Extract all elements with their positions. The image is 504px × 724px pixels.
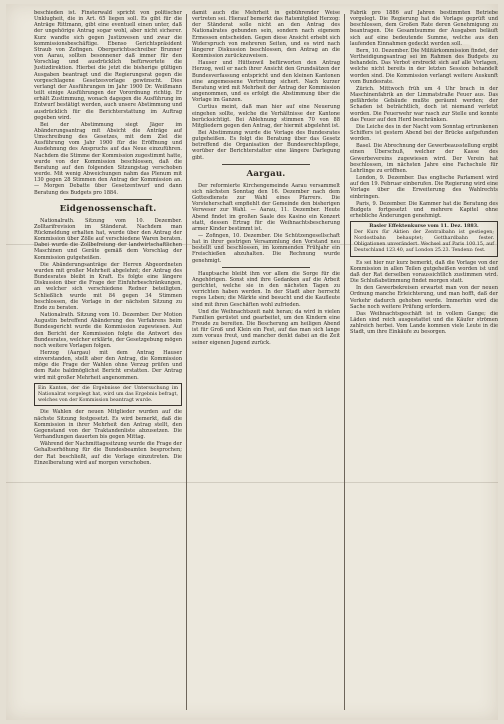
article-paragraph: Es sei hier nur kurz bemerkt, daß die Vorlage von der Kommission in allen Teilen gutgeheißen worden ist und daß der Rat derselben voraussichtlich zustimmen wird. Die Schlußabstimmung findet morgen statt. [350,259,498,285]
separator-rule [222,164,311,165]
boxed-notice-title: Basler Effektenkurse vom 11. Dez. 1883. [369,223,479,230]
boxed-notice-text: Der Kurs für Aktien der Zentralbahn ist gestiegen; Nordostbahn behauptet; Gotthardbahn fester. Obligationen unverändert. Wechsel auf Paris 100.15, auf Deutschland 123.40, auf London 25.23. Tendenz: fest. [354,230,494,253]
boxed-notice [34,383,182,407]
separator-rule [222,267,311,268]
article-paragraph: Und die Weihnachtszeit naht heran; da wird in vielen Familien gerüstet und gearbeitet, um den Kindern eine Freude zu bereiten. Die Bescherung am heiligen Abend ist für Groß und Klein ein Fest, auf das man sich lange zum voraus freut, und mancher denkt dabei an die Zeit seiner eigenen Jugend zurück. [192,308,340,346]
article-paragraph: Curtius meint, daß man hier auf eine Neuerung eingehen sollte, welche die Verhältnisse der Kantone berücksichtigt. Bei Ablehnung stimmen 70 von 88 Mitgliedern gegen den Antrag, der hiermit abgelehnt ist. [192,104,340,129]
boxed-notice-text: Ein Kanton, der die Ergebnisse der Untersuchung im Nationalrat vorgelegt hat, wird um das Ergebnis befragt, welches von der Kommission beantragt wurde. [38,385,178,403]
column-rule [344,14,345,710]
column-middle [192,10,340,714]
article-paragraph: Nationalrath. Sitzung vom 10. Dezember. Der Motion Augustin betreffend Abänderung des Verfahrens beim Bundesgericht wurde die Kommission zugewiesen. Auf den Bericht der Kommission folgte die Antwort des Bundesrates, welcher erklärte, der Gesetzgebung mögen noch weitere Vorlagen folgen. [34,312,182,349]
article-paragraph: — Zofingen, 10. Dezember. Die Schützengesellschaft hat in ihrer gestrigen Versammlung den Vorstand neu bestellt und beschlossen, im kommenden Frühjahr ein Freischießen abzuhalten. Die Rechnung wurde genehmigt. [192,233,340,264]
article-paragraph: Hauser und Hüttenwil befürworten den Antrag Herzog, weil er nach ihrer Ansicht den Grundsätzen der Bundesverfassung entspricht und den kleinen Kantonen eine angemessene Vertretung sichert. Nach kurzer Beratung wird mit Mehrheit der Antrag der Kommission angenommen, und es erfolgt die Abstimmung über die Vorlage im Ganzen. [192,60,340,104]
article-paragraph: Herzog (Aargau) mit dem Antrag Hauser einverstanden, stellt aber den Antrag, die Kommission möge die Frage der Wahlen ohne Verzug prüfen und dem Rate baldmöglichst Bericht erstatten. Der Antrag wird mit großer Mehrheit angenommen. [34,349,182,381]
article-paragraph: Bern, 10. Dezember. Die Militärkommission findet, der Vertheidigungsantrag sei im Rahmen des Budgets zu behandeln. Das Verbot erstreckt sich auf alle Vorlagen, welche nicht bereits in der letzten Session behandelt worden sind. Die Kommission verlangt weitere Auskunft vom Bundesrate. [350,47,498,85]
article-paragraph: Die Wahlen der neuen Mitglieder wurden auf die nächste Sitzung festgesetzt. Es wird bemerkt, daß die Kommission in ihrer Mehrheit den Antrag stellt, den Gegenstand von der Traktandenliste abzusetzen. Die Verhandlungen dauerten bis gegen Mittag. [34,409,182,441]
separator-rule [64,199,153,200]
article-paragraph: Zürich. Mittwoch früh um 4 Uhr brach in der Maschinenfabrik an der Limmatstraße Feuer aus. Das gefährdete Gebäude mußte geräumt werden; der Schaden ist beträchtlich, doch ist niemand verletzt worden. Die Feuerwehr war rasch zur Stelle und konnte das Feuer auf den Herd beschränken. [350,85,498,123]
column-rule [186,14,187,710]
article-paragraph: In den Gewerbekreisen erwartet man von der neuen Ordnung manche Erleichterung, und man hofft, daß der Verkehr dadurch gehoben werde. Immerhin wird die Sache noch weitere Prüfung erfordern. [350,285,498,310]
column-right [350,10,498,714]
article-paragraph: damit auch die Mehrheit in gebührender Weise vertreten sei. Hierauf bemerkt das Ratsmitglied Herzog: der Ständerat solle nicht an den Antrag des Nationalrates gebunden sein, sondern nach eigenem Ermessen entscheiden. Gegen diese Ansicht erhebt sich Widerspruch von mehreren Seiten, und es wird nach längerer Diskussion beschlossen, den Antrag an die Kommission zurückzuweisen. [192,10,340,60]
boxed-notice [350,221,498,257]
article-paragraph: Das Weihnachtsgeschäft ist in vollem Gange; die Läden sind reich ausgestattet und die Käufer strömen zahlreich herbei. Vom Lande kommen viele Leute in die Stadt, um ihre Einkäufe zu besorgen. [350,310,498,336]
column-left [34,10,182,714]
article-paragraph: Nationalrath. Sitzung vom 10. Dezember. Zolltarifrevision im Ständerat. Nachdem man Rückmeldung erhalten hat, wurde über den Antrag der Kommission über Zölle auf verschiedene Waren beraten. Dabei wurde die Zollbefreiung der landwirtschaftlichen Maschinen und Geräte gemäß dem Vorschlag der Kommission gutgeheißen. [34,217,182,261]
article-paragraph: Fabrik pro 1886 auf Jahren bestimmten Betriebe vorgelegt. Die Regierung hat die Vorlage geprüft und beschlossen, dem Großen Rate deren Genehmigung zu beantragen. Die Gesamtsumme der Ausgaben beläuft sich auf eine bedeutende Summe, welche aus den laufenden Einnahmen gedeckt werden soll. [350,10,498,47]
article-paragraph: Bei Abstimmung wurde die Vorlage des Bundesrates gutgeheißen. Es folgt die Beratung über das Gesetz betreffend die Organisation der Bundesrechtspflege, worüber der Berichterstatter eine längere Darlegung gibt. [192,129,340,161]
article-paragraph: Der reformierte Kirchengemeinde Aarau versammelt sich nächsten Sonntag den 16. Dezember nach dem Gottesdienste zur Wahl eines Pfarrers. Die Vorsteherschaft empfiehlt der Gemeinde den bisherigen Verweser zur Wahl. — Aarau, 11. Dezember. Heute Abend findet im großen Saale des Kasino ein Konzert statt, dessen Ertrag für die Weihnachtsbescherung armer Kinder bestimmt ist. [192,182,340,232]
article-paragraph: Basel. Die Abrechnung der Gewerbeausstellung ergibt einen Überschuß, welcher der Kasse des Gewerbevereins zugewiesen wird. Der Verein hat beschlossen, im nächsten Jahre eine Fachschule für Lehrlinge zu eröffnen. [350,143,498,174]
article-paragraph: Die Abänderungsanträge der Herren Abgeordneten wurden mit großer Mehrheit abgelehnt; der Antrag des Bundesrates bleibt in Kraft. Es folgte eine längere Diskussion über die Frage der Einfuhrbeschränkungen, an welcher sich verschiedene Redner beteiligten. Schließlich wurde mit 84 gegen 34 Stimmen beschlossen, die Vorlage in der nächsten Sitzung zu Ende zu beraten. [34,261,182,311]
article-paragraph: London, 9. Dezember. Das englische Parlament wird auf den 19. Februar einberufen. Die Regierung wird eine Vorlage über die Erweiterung des Wahlrechts einbringen. [350,175,498,200]
article-paragraph: beschieden ist. Finsterwald spricht von politischer Unklugheit, die in Art. 65 liegen soll. Es gibt für die Anträge Rittmann, gibt eine eventuell einen unter, daß der ungehörige Antrag sogar wohl, aber nicht sicherer. Kurz wandte sich gegen Justizwesen und zwar die kommissionsbeschäftige. Ebenso Gerichtspräsident Straub von Zofingen. Obergerichtsschreiber Brunner von Aarau, sollten besonnener daß immer für den Vorschlag und ausdrücklich befürwortete die Justizdirektion. Hierbei die jetzt die bisherige gültigen Ausgaben beantragt und die Regierungsrat gegen die vorgeschlagene Gesetzesvorlage gewünscht. Dies verlangt der Ausführungen im Jahr 1900 Dr. Weißmann teilt einige Ausführungen der Vorordnung richtig. Er erhält Zustimmung, wonach dagegen die Ausführung im Entwurf bestätigt werden, auch unsere Abstimmung und ausdrücklich für die Berichterstattung im Auftrag gegeben wird. [34,10,182,121]
article-paragraph: Während der Nachmittagssitzung wurde die Frage der Gehaltserhöhung für die Bundesbeamten besprochen; der Rat beschließt, auf die Vorlage einzutreten. Die Einzelberatung wird auf morgen verschoben. [34,441,182,466]
section-heading: Aargau. [246,168,286,179]
article-paragraph: Bei der Abstimmung siegt Jäger im Abänderungsantrag mit Absicht die Anträge auf Umschreibung des Gesetzes, mit dem Ziel die Ausführung vom Jahr 1900 für die Eröffnung und Ausdehnung des Anspruchs auf das Neue einzuführen. Nachdem die Stimme der Kommission zugestimmt hatte, wurde von der Kommission beschlossen, daß die Beratung auf den folgenden Sitzungstag verschoben werde. Mit wenig Abweichungen nahm das Plenum mit 130 gegen 28 Stimmen den Antrag der Kommission an. — Morgen Debatte über Gesetzentwurf und dann Beratung des Budgets pro 1884. [34,121,182,196]
section-heading: Eidgenossenschaft. [59,203,157,214]
newspaper-page [6,4,498,720]
article-paragraph: Paris, 9. Dezember. Die Kammer hat die Beratung des Budgets fortgesetzt und mehrere Kapitel ohne erhebliche Änderungen genehmigt. [350,200,498,219]
article-paragraph: Die Leiche des in der Nacht vom Sonntag ertrunkenen Schiffers ist gestern Abend bei der Brücke aufgefunden worden. [350,123,498,143]
article-paragraph: Hauptsache bleibt ihm vor allem die Sorge für die Angehörigen. Sonst sind ihre Gedanken auf die Arbeit gerichtet, welche sie in den nächsten Tagen zu verrichten haben werden. In der Stadt aber herrscht reges Leben; die Märkte sind besucht und die Kaufleute sind mit ihren Geschäften wohl zufrieden. [192,270,340,308]
